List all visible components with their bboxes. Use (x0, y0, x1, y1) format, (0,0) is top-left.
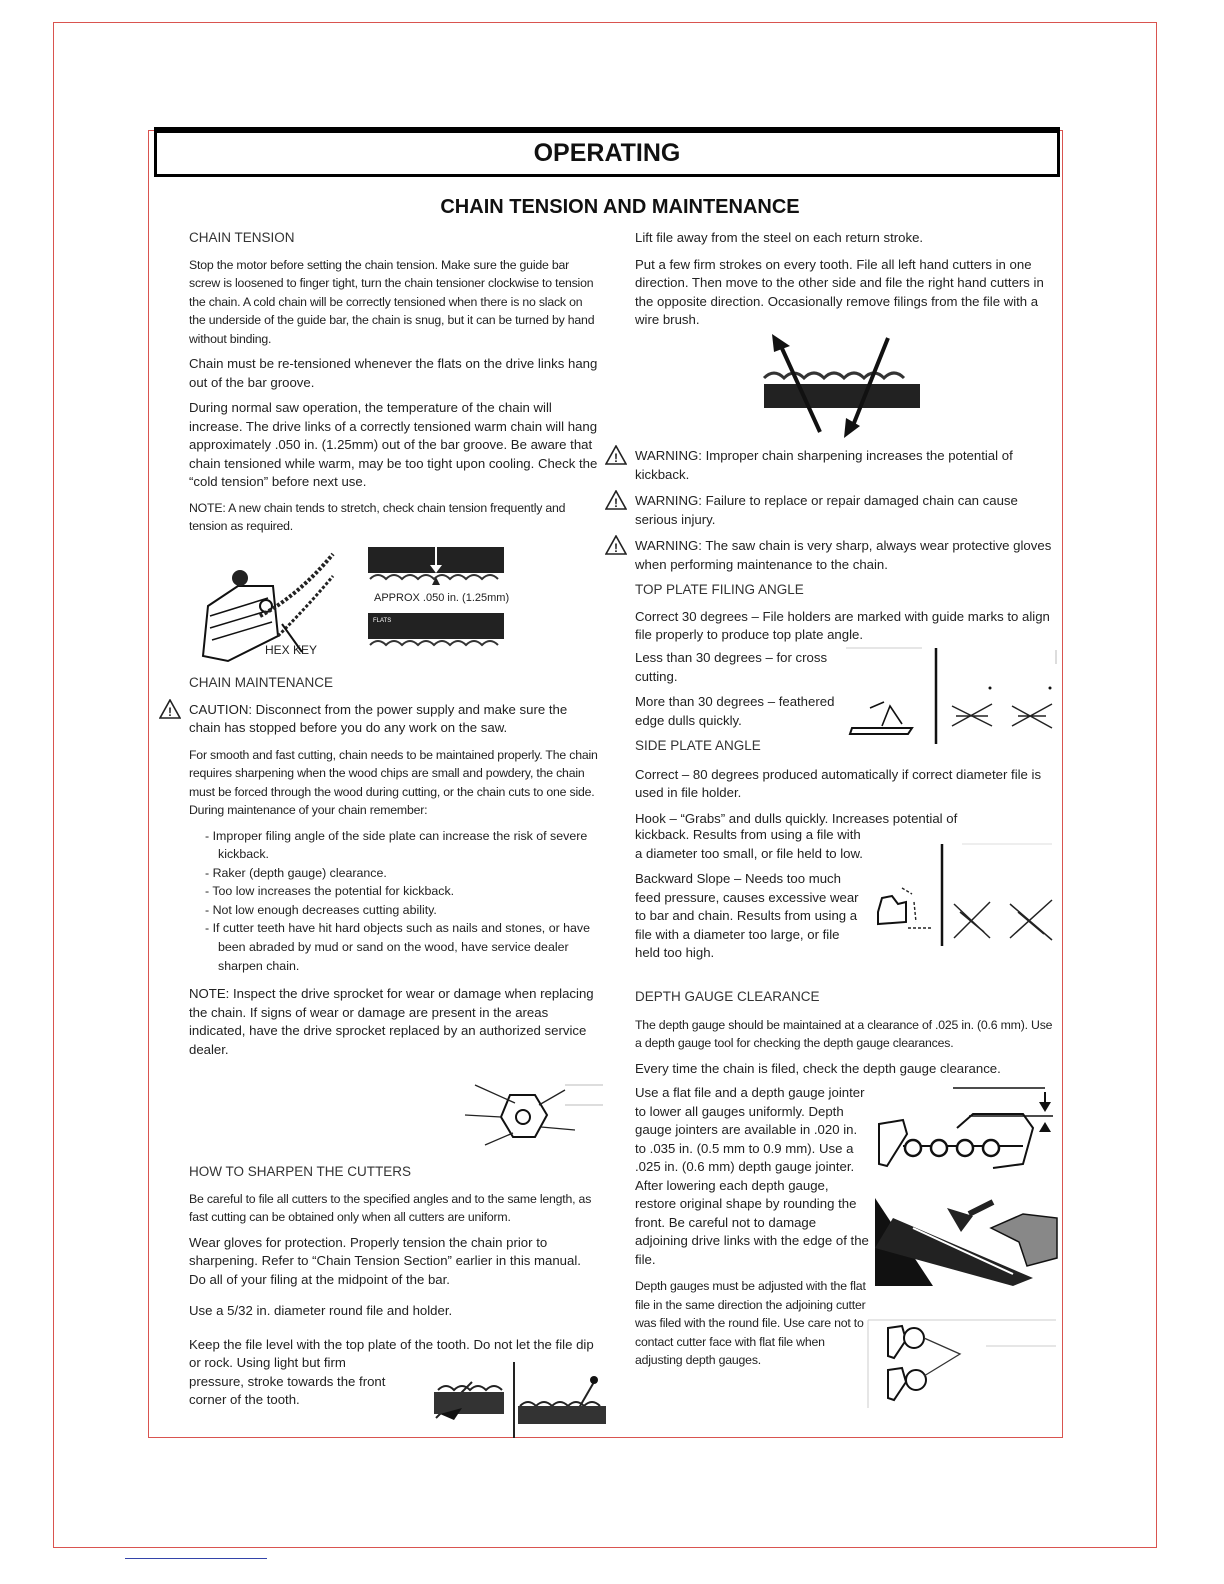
side-plate-correct: Correct – 80 degrees produced automatically if correct diameter file is used in file holder. (635, 766, 1042, 800)
sharpen-p4c: corner of the tooth. (189, 1392, 300, 1407)
hex-key-label: HEX KEY (265, 643, 318, 657)
flat-file-figure (873, 1188, 1059, 1288)
top-plate-correct: Correct 30 degrees – File holders are marked with guide marks to align file properly to produce top plate angle. (635, 608, 1050, 642)
svg-text:!: ! (614, 451, 618, 465)
warning-triangle-icon (159, 699, 181, 719)
warning-sharpening (614, 447, 1053, 484)
file-strokes-text: Put a few firm strokes on every tooth. File all left hand cutters in one direction. Then move to the other side and file the right hand cutters in the opposite direction. Occasionally remove filings from the file with a wire brush. (635, 256, 1044, 327)
right-column-hook (635, 826, 867, 970)
section-title: CHAIN TENSION AND MAINTENANCE (440, 196, 800, 218)
depth-adjust-figure (866, 1318, 1058, 1410)
more-than-30: More than 30 degrees – feathered edge dulls quickly. (635, 694, 835, 728)
right-column-warnings (614, 447, 1053, 652)
svg-text:!: ! (168, 704, 172, 719)
depth-gauge-heading: DEPTH GAUGE CLEARANCE (635, 989, 820, 1004)
warning-damaged-chain (614, 492, 1053, 529)
depth-gauge-chain-figure (873, 1084, 1059, 1172)
sharpen-heading: HOW TO SHARPEN THE CUTTERS (189, 1164, 412, 1179)
warning-sharp-chain (614, 537, 1053, 574)
top-plate-angle-figure (842, 646, 1058, 746)
list-item: - Improper filing angle of the side plate can increase the risk of severe kickback. (205, 828, 588, 862)
approx-label: APPROX .050 in. (1.25mm) (374, 592, 510, 604)
chain-maintenance-heading: CHAIN MAINTENANCE (189, 675, 334, 690)
right-column-jointer (635, 1084, 871, 1377)
list-item: - Raker (depth gauge) clearance. (205, 865, 387, 880)
list-item: - If cutter teeth have hit hard objects such as nails and stones, or have been abraded by mud or sand on the wood, have service dealer sharpen chain. (205, 921, 591, 973)
filing-stroke-figure (432, 1360, 608, 1440)
depth-gauge-p3: Use a flat file and a depth gauge jointer to lower all gauges uniformly. Depth gauge jointers are available in .020 in. to .035 in. (0.5 mm to 0.9 mm). Use a .025 in. (0.6 mm) depth gauge jointer. After lowering each depth gauge, restore original shape by rounding the front. Be careful not to damage adjoining drive links with the edge of the file. (635, 1085, 869, 1267)
caution-notice (168, 701, 601, 738)
right-column-top (635, 229, 1050, 337)
chain-tension-p1: Stop the motor before setting the chain tension. Make sure the guide bar screw is loosened to finger tight, turn the chain tensioner clockwise to tension the chain. A cold chain will be correctly tensioned when there is no slack on the underside of the guide bar, the chain is snug, but it can be turned by hand without binding. (189, 257, 595, 346)
svg-text:!: ! (614, 541, 618, 555)
sprocket-note: NOTE: Inspect the drive sprocket for wear or damage when replacing the chain. If signs of wear or damage are present in the areas indicated, have the drive sprocket replaced by an authorized service dealer. (189, 986, 594, 1057)
maintenance-p1: For smooth and fast cutting, chain needs to be maintained properly. The chain requires sharpening when the wood chips are small and powdery, the chain must be forced through the wood during cutting, or the chain cuts to one side. During maintenance of your chain remember: (189, 747, 598, 817)
top-plate-heading: TOP PLATE FILING ANGLE (635, 582, 804, 597)
header-banner (154, 127, 1060, 177)
left-column-maintenance (168, 674, 601, 982)
warning-text: WARNING: Improper chain sharpening increases the potential of kickback. (635, 448, 1013, 482)
chain-tension-heading: CHAIN TENSION (189, 230, 295, 245)
list-item: - Not low enough decreases cutting ability. (205, 902, 437, 917)
chain-tension-p2: Chain must be re-tensioned whenever the flats on the drive links hang out of the bar groove. (189, 356, 598, 390)
warning-triangle-icon (605, 535, 627, 555)
side-plate-angle-figure (872, 842, 1058, 948)
caution-text: CAUTION: Disconnect from the power supply and make sure the chain has stopped before you do any work on the saw. (189, 701, 568, 735)
right-column-side-plate (635, 737, 1053, 828)
warning-triangle-icon (605, 490, 627, 510)
hook-text: Hook – “Grabs” and dulls quickly. Increases potential of (635, 810, 958, 826)
left-column-note (189, 985, 601, 1066)
maintenance-list (203, 827, 601, 976)
chain-tension-note: NOTE: A new chain tends to stretch, check chain tension frequently and tension as required. (189, 500, 566, 533)
chain-tension-p3: During normal saw operation, the temperature of the chain will increase. The drive links of a correctly tensioned warm chain will hang approximately .050 in. (1.25mm) out of the bar groove. Be aware that chain tensioned while warm, may be too tight upon cooling. Check the “cold tension” before next use. (189, 400, 598, 489)
left-column-top (189, 229, 601, 543)
sharpening-arrows-figure (760, 332, 922, 442)
sharpen-p1: Be careful to file all cutters to the specified angles and to the same length, as fast cutting can be obtained only when all cutters are uniform. (189, 1191, 592, 1224)
svg-text:!: ! (614, 496, 618, 510)
right-column-depth (635, 988, 1053, 1085)
depth-gauge-p4: Depth gauges must be adjusted with the flat file in the same direction the adjoining cutter was filed with the round file. Use care not to contact cutter face with flat file when adjusting depth gauges. (635, 1279, 866, 1368)
sharpen-p4a: Keep the file level with the top plate of the tooth. Do not let the file dip or rock. Using light but firm (189, 1336, 594, 1370)
depth-gauge-p1: The depth gauge should be maintained at a clearance of .025 in. (0.6 mm). Use a depth gauge tool for checking the depth gauge clearances. (635, 1017, 1053, 1050)
less-than-30: Less than 30 degrees – for cross cutting. (635, 650, 828, 684)
warning-text: WARNING: The saw chain is very sharp, always wear protective gloves when performing maintenance to the chain. (635, 538, 1052, 572)
warning-text: WARNING: Failure to replace or repair damaged chain can cause serious injury. (635, 493, 1018, 527)
sprocket-figure (435, 1075, 605, 1155)
sharpen-p2: Wear gloves for protection. Properly tension the chain prior to sharpening. Refer to “Chain Tension Section” earlier in this manual. Do all of your filing at the midpoint of the bar. (189, 1234, 581, 1287)
list-item: - Too low increases the potential for kickback. (205, 884, 455, 899)
sharpen-p4b: pressure, stroke towards the front (189, 1373, 386, 1389)
footer-link-line (125, 1558, 267, 1559)
file-lift-text: Lift file away from the steel on each return stroke. (635, 230, 924, 245)
depth-gauge-p2: Every time the chain is filed, check the depth gauge clearance. (635, 1060, 1001, 1076)
right-column-angles (635, 649, 835, 737)
side-plate-heading: SIDE PLATE ANGLE (635, 738, 761, 753)
page-title: OPERATING (533, 139, 681, 167)
hook-text-cont: kickback. Results from using a file with a diameter too small, or file held to low. (635, 827, 863, 861)
backward-slope-text: Backward Slope – Needs too much feed pressure, causes excessive wear to bar and chain. Results from using a file with a diameter too large, or file held too high. (635, 871, 859, 960)
warning-triangle-icon (605, 445, 627, 465)
flats-label: FLATS (373, 618, 392, 624)
sharpen-p3: Use a 5/32 in. diameter round file and holder. (189, 1303, 453, 1318)
